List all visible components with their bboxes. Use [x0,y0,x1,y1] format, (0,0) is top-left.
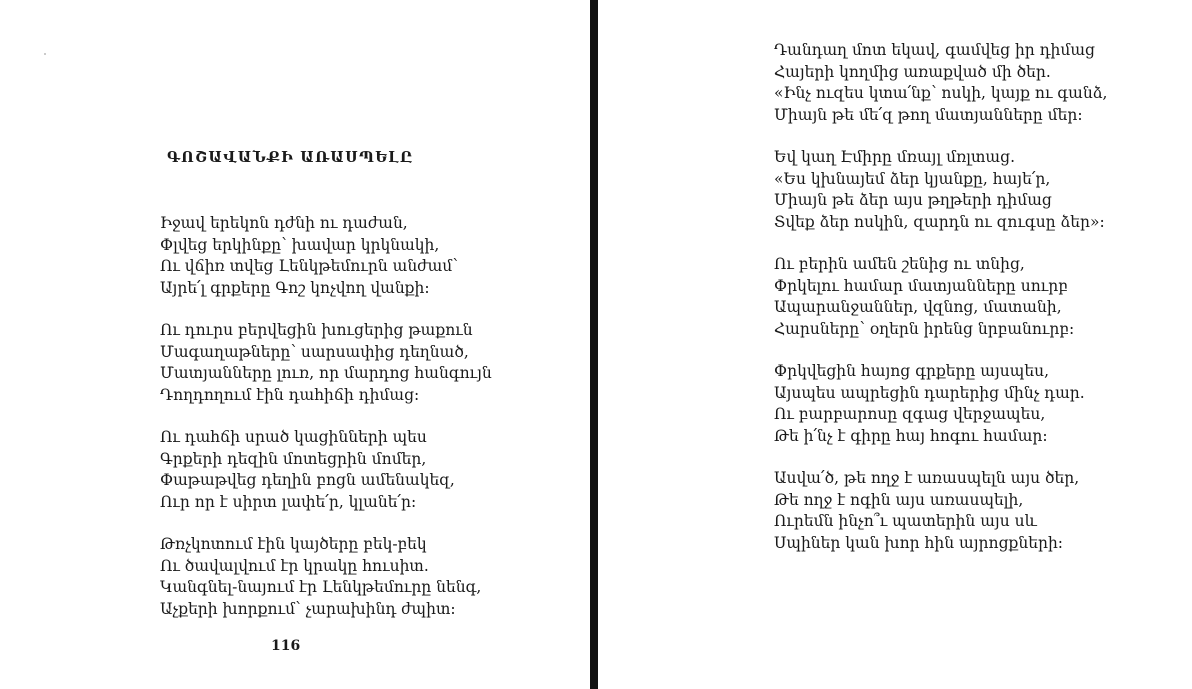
poem-line: Թե ի՛նչ է գիրը հայ հոգու համար: [774,426,1048,445]
poem-line: Կանգնել-նայում էր Լենկթեմուրը նենգ, [160,578,482,596]
poem-line: Հայերի կողմից առաքված մի ծեր. [774,62,1051,81]
poem-line: Թռչկոտում էին կայծերը բեկ-բեկ [160,535,427,553]
poem-line: Սպիներ կան խոր հին այրոցքների: [774,533,1064,552]
poem-line: Գրքերի դեզին մոտեցրին մոմեր, [160,449,427,468]
poem-line: Փրկելու համար մատյանները սուրբ [774,276,1068,295]
poem-line: Դողդողում էին դահիճի դիմաց: [160,385,420,404]
left-page [0,0,590,689]
poem-line: Մատյանները լուռ, որ մարդոց հանգույն [160,364,492,382]
poem-line: «Ես կխնայեմ ձեր կյանքը, հայե՛ր, [774,169,1051,188]
poem-line: Ապարանջաններ, վզնոց, մատանի, [774,298,1062,316]
poem-line: Ու ծավալվում էր կրակը հուսիտ. [160,556,429,575]
poem-line: Ու բարբարոսը զգաց վերջապես, [774,405,1046,423]
poem-line: Միայն թե մե՛զ թող մատյանները մեր: [774,105,1083,124]
poem-line: Ուրեմն ինչո՞ւ պատերին այս սև [774,512,1037,530]
stanza [160,427,580,513]
poem-line: Ու վճիռ տվեց Լենկթեմուրն անժամ՝ [160,257,458,275]
stanza [160,213,580,299]
poem-line: Միայն թե ձեր այս թղթերի դիմաց [774,191,1052,209]
poem-title: ԳՈՇԱՎԱՆՔԻ ԱՌԱՍՊԵԼԸ [167,149,414,166]
poem-line: Դանդաղ մոտ եկավ, գամվեց իր դիմաց [774,41,1095,59]
poem-line: «Ինչ ուզես կտա՛նք՝ ոսկի, կայք ու գանձ, [774,84,1108,102]
poem-line: Փրկվեցին հայոց գրքերը այսպես, [774,362,1049,380]
poem-line: Ուր որ է սիրտ լափե՛ր, կլանե՛ր: [160,492,417,511]
stanza [160,320,580,406]
poem-line: Ու դահճի սրած կացինների պես [160,428,427,446]
poem-line: Տվեք ձեր ոսկին, զարդն ու զուգսը ձեր»: [774,212,1105,231]
poem-line: Հարսները՝ օղերն իրենց նրբանուրբ: [774,319,1075,338]
stanza [774,254,1192,340]
book-spine-divider [590,0,598,689]
stanza [774,361,1192,447]
stanza [160,534,580,620]
poem-line: Այսպես ապրեցին դարերից մինչ դար. [774,383,1085,402]
stanza [774,147,1192,233]
poem-line: Ու բերին ամեն շենից ու տնից, [774,255,1025,273]
poem-line: Այրե՛լ գրքերը Գոշ կոչվող վանքի: [160,278,430,297]
page-number: 116 [271,638,301,654]
right-stanzas [774,40,1192,575]
poem-line: Փաթաթվեց դեղին բոցն ամենակեզ, [160,471,455,489]
poem-line: Ու դուրս բերվեցին խուցերից թաքուն [160,321,473,339]
poem-line: Մագաղաթները՝ սարսափից դեղնած, [160,342,469,361]
poem-line: Իջավ երեկոն դժնի ու դաժան, [160,214,408,232]
poem-line: Աչքերի խորքում՝ չարախինդ ժպիտ: [160,599,456,618]
poem-line: Թե ողջ է ոգին այս առասպելի, [774,490,1024,509]
stanza [774,468,1192,554]
poem-line: Փլվեց երկինքը՝ խավար կրկնակի, [160,235,440,254]
poem-line: Եվ կաղ Էմիրը մռայլ մռլտաց. [774,148,1015,166]
poem-line: Ասվա՛ծ, թե ողջ է առասպելն այս ծեր, [774,469,1080,487]
dust-speck [44,53,46,55]
left-stanzas [160,213,580,641]
right-page [598,0,1192,689]
stanza [774,40,1192,126]
